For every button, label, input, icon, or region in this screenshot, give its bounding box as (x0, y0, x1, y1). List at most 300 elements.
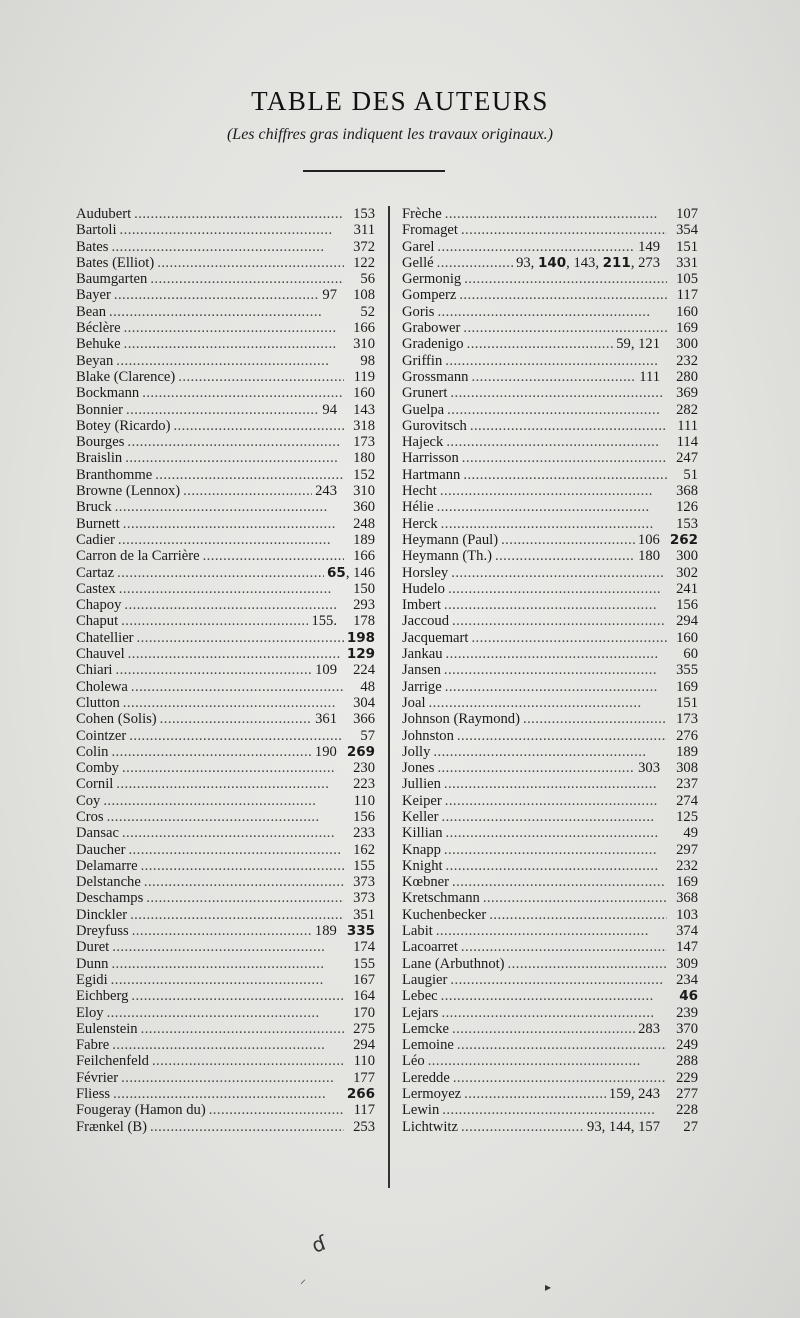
page-refs (670, 206, 698, 222)
page-refs (670, 1037, 698, 1053)
page-refs (670, 450, 698, 466)
author-name: Egidi (76, 971, 108, 988)
author-entry (402, 287, 698, 303)
page-ref: 249 (676, 1037, 698, 1054)
dot-leader (173, 418, 344, 434)
page-ref: 247 (676, 450, 698, 467)
author-entry (76, 956, 375, 972)
dot-leader (442, 1102, 667, 1118)
page-ref: 110 (353, 792, 375, 809)
dot-leader (437, 499, 667, 515)
dot-leader (117, 565, 324, 581)
author-entry (402, 385, 698, 401)
author-entry (402, 825, 698, 841)
dot-leader (131, 679, 344, 695)
author-entry (402, 1086, 698, 1102)
page-refs (347, 271, 375, 287)
page-ref: 111 (677, 417, 698, 434)
page-refs (670, 793, 698, 809)
author-name: Cointzer (76, 727, 127, 744)
author-name: Baumgarten (76, 271, 148, 288)
page-ref: 122 (353, 254, 375, 271)
author-name: Bates (Elliot) (76, 254, 155, 271)
page-ref: 370 (676, 1020, 698, 1037)
author-name: Garel (402, 238, 435, 255)
author-entry (76, 874, 375, 890)
right-author-column (402, 206, 698, 1135)
author-entry (402, 890, 698, 906)
author-entry (76, 467, 375, 483)
page-refs (347, 450, 375, 466)
page-refs (670, 923, 698, 939)
author-entry (76, 385, 375, 401)
page-ref: 274 (676, 792, 698, 809)
page-refs (670, 271, 698, 287)
page-ref: 331 (676, 254, 698, 271)
page-refs (670, 809, 698, 825)
page-ref: 277 (676, 1086, 698, 1103)
dot-leader (446, 434, 667, 450)
author-entry (402, 271, 698, 287)
dot-leader (464, 271, 667, 287)
dot-leader (142, 385, 344, 401)
page-refs (347, 776, 375, 792)
page-ref: 355 (676, 662, 698, 679)
author-name: Comby (76, 760, 119, 777)
page-refs (347, 1005, 375, 1021)
author-name: Browne (Lennox) (76, 483, 181, 500)
author-entry (402, 728, 698, 744)
page-refs (347, 385, 375, 401)
left-author-column (76, 206, 375, 1135)
dot-leader (123, 695, 344, 711)
author-entry (402, 499, 698, 515)
page-ref: 373 (353, 890, 375, 907)
dot-leader (150, 271, 344, 287)
page-refs (670, 385, 698, 401)
dot-leader (209, 1102, 344, 1118)
page-ref: 51 (683, 466, 698, 483)
dot-leader (461, 222, 667, 238)
dot-leader (123, 516, 344, 532)
author-name: Gurovitsch (402, 417, 467, 434)
page-refs (347, 434, 375, 450)
page-refs (670, 499, 698, 515)
author-entry (76, 565, 375, 581)
page-refs (670, 483, 698, 499)
page-refs (347, 287, 375, 303)
page-refs (347, 907, 375, 923)
dot-leader (178, 369, 344, 385)
author-name: Delamarre (76, 857, 138, 874)
dot-leader (111, 239, 344, 255)
author-name: Grabower (402, 320, 461, 337)
author-name: Chaput (76, 613, 119, 630)
secondary-page-refs: 109 (315, 662, 337, 679)
dot-leader (508, 956, 667, 972)
author-entry (76, 711, 375, 727)
author-name: Griffin (402, 352, 443, 369)
page-ref: 147 (676, 939, 698, 956)
author-entry (76, 450, 375, 466)
page-ref: 173 (353, 434, 375, 451)
secondary-page-refs: 106 (637, 531, 660, 548)
author-entry (76, 418, 375, 434)
secondary-page-refs: 159, 243 (608, 1086, 660, 1103)
dot-leader (183, 483, 312, 499)
author-name: Castex (76, 580, 116, 597)
page-refs (347, 711, 375, 727)
author-entry (402, 565, 698, 581)
author-name: Delstanche (76, 874, 141, 891)
page-ref: 280 (676, 368, 698, 385)
author-entry (76, 499, 375, 515)
author-name: Bates (76, 238, 109, 255)
page-refs (670, 336, 698, 352)
page-ref: 49 (683, 825, 698, 842)
dot-leader (464, 1086, 606, 1102)
dot-leader (433, 744, 667, 760)
page-ref: 93, (516, 254, 538, 271)
secondary-page-refs: 111 (639, 368, 660, 385)
author-entry (76, 1021, 375, 1037)
page-ref: 125 (676, 808, 698, 825)
page-ref: 360 (353, 499, 375, 516)
page-ref: 46 (679, 988, 698, 1005)
page-refs (347, 662, 375, 678)
page-refs (670, 695, 698, 711)
dot-leader (155, 467, 344, 483)
page-refs (347, 581, 375, 597)
author-name: Laugier (402, 971, 448, 988)
page-ref: , 273 (630, 254, 660, 271)
page-ref: 140 (537, 254, 567, 271)
page-refs (347, 532, 375, 548)
dot-leader (445, 353, 667, 369)
page-refs (670, 711, 698, 727)
page-ref: 166 (353, 548, 375, 565)
author-entry (402, 450, 698, 466)
author-name: Guelpa (402, 401, 445, 418)
secondary-page-refs (516, 255, 660, 271)
secondary-page-refs: 190 (314, 743, 337, 760)
page-refs (670, 874, 698, 890)
author-entry (76, 679, 375, 695)
author-entry (76, 239, 375, 255)
author-name: Eichberg (76, 988, 129, 1005)
author-name: Kœbner (402, 874, 450, 891)
author-name: Clutton (76, 694, 120, 711)
author-entry (76, 1102, 375, 1118)
author-name: Killian (402, 825, 443, 842)
dot-leader (144, 874, 344, 890)
page-ref: 156 (353, 808, 375, 825)
author-name: Lemoine (402, 1037, 454, 1054)
dot-leader (453, 1070, 667, 1086)
author-entry (76, 548, 375, 564)
author-entry (76, 1086, 375, 1102)
author-entry (76, 728, 375, 744)
author-name: Lichtwitz (402, 1118, 458, 1135)
author-name: Jankau (402, 646, 443, 663)
author-entry (76, 402, 375, 418)
page-refs (347, 793, 375, 809)
dot-leader (448, 581, 667, 597)
author-name: Lemcke (402, 1020, 449, 1037)
author-name: Keller (402, 808, 439, 825)
dot-leader (150, 1119, 344, 1135)
page-ref: 369 (676, 385, 698, 402)
page-ref: 152 (353, 466, 375, 483)
page-ref: 232 (676, 352, 698, 369)
dot-leader (446, 858, 667, 874)
author-entry (402, 907, 698, 923)
dot-leader (437, 255, 513, 271)
author-entry (76, 206, 375, 222)
author-entry (402, 418, 698, 434)
page-ref: 107 (676, 206, 698, 222)
author-entry (76, 1070, 375, 1086)
dot-leader (463, 320, 667, 336)
page-refs (670, 662, 698, 678)
page-refs (670, 255, 698, 271)
dot-leader (152, 1053, 344, 1069)
author-entry (402, 809, 698, 825)
author-name: Frèche (402, 206, 442, 222)
dot-leader (463, 467, 667, 483)
page-ref: , 146 (345, 564, 375, 581)
author-entry (402, 402, 698, 418)
dot-leader (471, 369, 636, 385)
page-ref: 302 (676, 564, 698, 581)
page-ref: 308 (676, 760, 698, 777)
page-ref: 160 (353, 385, 375, 402)
author-entry (76, 613, 375, 629)
author-name: Germonig (402, 271, 462, 288)
page-ref: 153 (676, 515, 698, 532)
author-name: Hecht (402, 483, 437, 500)
page-ref: 269 (346, 743, 375, 760)
author-name: Dansac (76, 825, 119, 842)
author-name: Jarrige (402, 678, 442, 695)
author-name: Bartoli (76, 222, 117, 239)
page-refs (347, 744, 375, 760)
page-refs (347, 239, 375, 255)
page-refs (347, 956, 375, 972)
dot-leader (461, 1119, 584, 1135)
author-entry (402, 483, 698, 499)
column-divider (388, 206, 390, 1188)
author-entry (402, 1102, 698, 1118)
page-refs (670, 630, 698, 646)
author-entry (76, 1005, 375, 1021)
author-entry (402, 206, 698, 222)
author-name: Chapoy (76, 597, 122, 614)
page-ref: 155 (353, 857, 375, 874)
page-refs (670, 369, 698, 385)
page-ref: 117 (353, 1102, 375, 1119)
page-refs (347, 972, 375, 988)
dot-leader (112, 1037, 344, 1053)
page-refs (670, 287, 698, 303)
author-entry (76, 1053, 375, 1069)
dot-leader (157, 255, 344, 271)
dot-leader (131, 988, 344, 1004)
page-ref: 155 (353, 955, 375, 972)
page-ref: 105 (676, 271, 698, 288)
page-refs (347, 499, 375, 515)
page-ref: 153 (353, 206, 375, 222)
page-refs (670, 320, 698, 336)
ink-speck: ▸ (545, 1280, 552, 1294)
page-refs (670, 744, 698, 760)
page-ref: 177 (353, 1069, 375, 1086)
page-ref: 241 (676, 580, 698, 597)
page-ref: 229 (676, 1069, 698, 1086)
dot-leader (489, 907, 667, 923)
author-name: Horsley (402, 564, 449, 581)
dot-leader (428, 1053, 667, 1069)
author-entry (402, 1070, 698, 1086)
page-ref: 156 (676, 597, 698, 614)
author-entry (76, 532, 375, 548)
page-refs (347, 825, 375, 841)
page-refs (347, 418, 375, 434)
author-entry (76, 858, 375, 874)
author-name: Knapp (402, 841, 441, 858)
page-refs (347, 1053, 375, 1069)
author-entry (402, 939, 698, 955)
author-name: Johnston (402, 727, 454, 744)
dot-leader (107, 809, 344, 825)
page-refs (347, 320, 375, 336)
secondary-page-refs: 93, 144, 157 (587, 1118, 660, 1135)
author-entry (402, 336, 698, 352)
author-entry (402, 1119, 698, 1135)
page-ref: 237 (676, 776, 698, 793)
page-refs (670, 939, 698, 955)
author-entry (76, 972, 375, 988)
author-name: Gradenigo (402, 336, 464, 353)
page-ref: 276 (676, 727, 698, 744)
dot-leader (461, 939, 667, 955)
dot-leader (446, 646, 667, 662)
author-name: Chiari (76, 662, 113, 679)
dot-leader (437, 239, 635, 255)
page-ref: 150 (353, 580, 375, 597)
page-refs (347, 988, 375, 1004)
author-name: Jolly (402, 743, 431, 760)
author-name: Blake (Clarence) (76, 368, 176, 385)
page-ref: 300 (676, 548, 698, 565)
dot-leader (111, 972, 344, 988)
author-entry (402, 239, 698, 255)
author-name: Léo (402, 1053, 425, 1070)
dot-leader (128, 646, 344, 662)
page-refs (347, 760, 375, 776)
author-name: Dreyfuss (76, 923, 129, 940)
page-ref: 228 (676, 1102, 698, 1119)
author-entry (402, 972, 698, 988)
page-ref: 211 (602, 254, 631, 271)
dot-leader (429, 695, 667, 711)
dot-leader (111, 744, 311, 760)
page-ref: 309 (676, 955, 698, 972)
page-refs (347, 516, 375, 532)
dot-leader (437, 760, 635, 776)
author-name: Behuke (76, 336, 121, 353)
dot-leader (452, 874, 667, 890)
dot-leader (122, 825, 344, 841)
dot-leader (495, 548, 635, 564)
secondary-page-refs: 59, 121 (616, 336, 660, 353)
author-entry (76, 353, 375, 369)
dot-leader (116, 353, 344, 369)
page-ref: 166 (353, 320, 375, 337)
page-refs (670, 1070, 698, 1086)
page-ref: 129 (346, 646, 375, 663)
page-refs (670, 304, 698, 320)
dot-leader (436, 923, 667, 939)
page-ref: 368 (676, 483, 698, 500)
page-ref: 297 (676, 841, 698, 858)
dot-leader (444, 776, 667, 792)
page-ref: 318 (353, 417, 375, 434)
dot-leader (130, 907, 344, 923)
author-entry (402, 874, 698, 890)
author-name: Bonnier (76, 401, 124, 418)
dot-leader (128, 842, 344, 858)
dot-leader (120, 222, 344, 238)
dot-leader (445, 793, 667, 809)
page-refs (670, 1086, 698, 1102)
author-name: Bean (76, 303, 106, 320)
page-ref: 310 (353, 483, 375, 500)
author-entry (402, 434, 698, 450)
dot-leader (457, 1037, 667, 1053)
page-ref: 335 (346, 923, 375, 940)
page-refs (347, 206, 375, 222)
page-ref: 282 (676, 401, 698, 418)
page-subtitle: (Les chiffres gras indiquent les travaux originaux.) (226, 126, 554, 143)
author-name: Gomperz (402, 287, 457, 304)
author-name: Burnett (76, 515, 120, 532)
page-refs (670, 402, 698, 418)
dot-leader (501, 532, 635, 548)
dot-leader (134, 206, 344, 222)
author-name: Hartmann (402, 466, 461, 483)
page-refs (670, 760, 698, 776)
page-refs (347, 304, 375, 320)
dot-leader (103, 793, 344, 809)
page-ref: 248 (353, 515, 375, 532)
page-refs (347, 679, 375, 695)
secondary-page-refs: 361 (315, 711, 337, 728)
secondary-page-refs: 97 (322, 287, 337, 304)
page-refs (347, 728, 375, 744)
page-ref: 52 (360, 303, 375, 320)
author-entry (76, 793, 375, 809)
page-refs (347, 613, 375, 629)
author-name: Cros (76, 808, 104, 825)
secondary-page-refs: 180 (638, 548, 660, 565)
author-name: Feilchenfeld (76, 1053, 149, 1070)
page-ref: 178 (353, 613, 375, 630)
page-refs (670, 434, 698, 450)
author-entry (402, 516, 698, 532)
page-ref: 232 (676, 857, 698, 874)
author-name: Bockmann (76, 385, 140, 402)
